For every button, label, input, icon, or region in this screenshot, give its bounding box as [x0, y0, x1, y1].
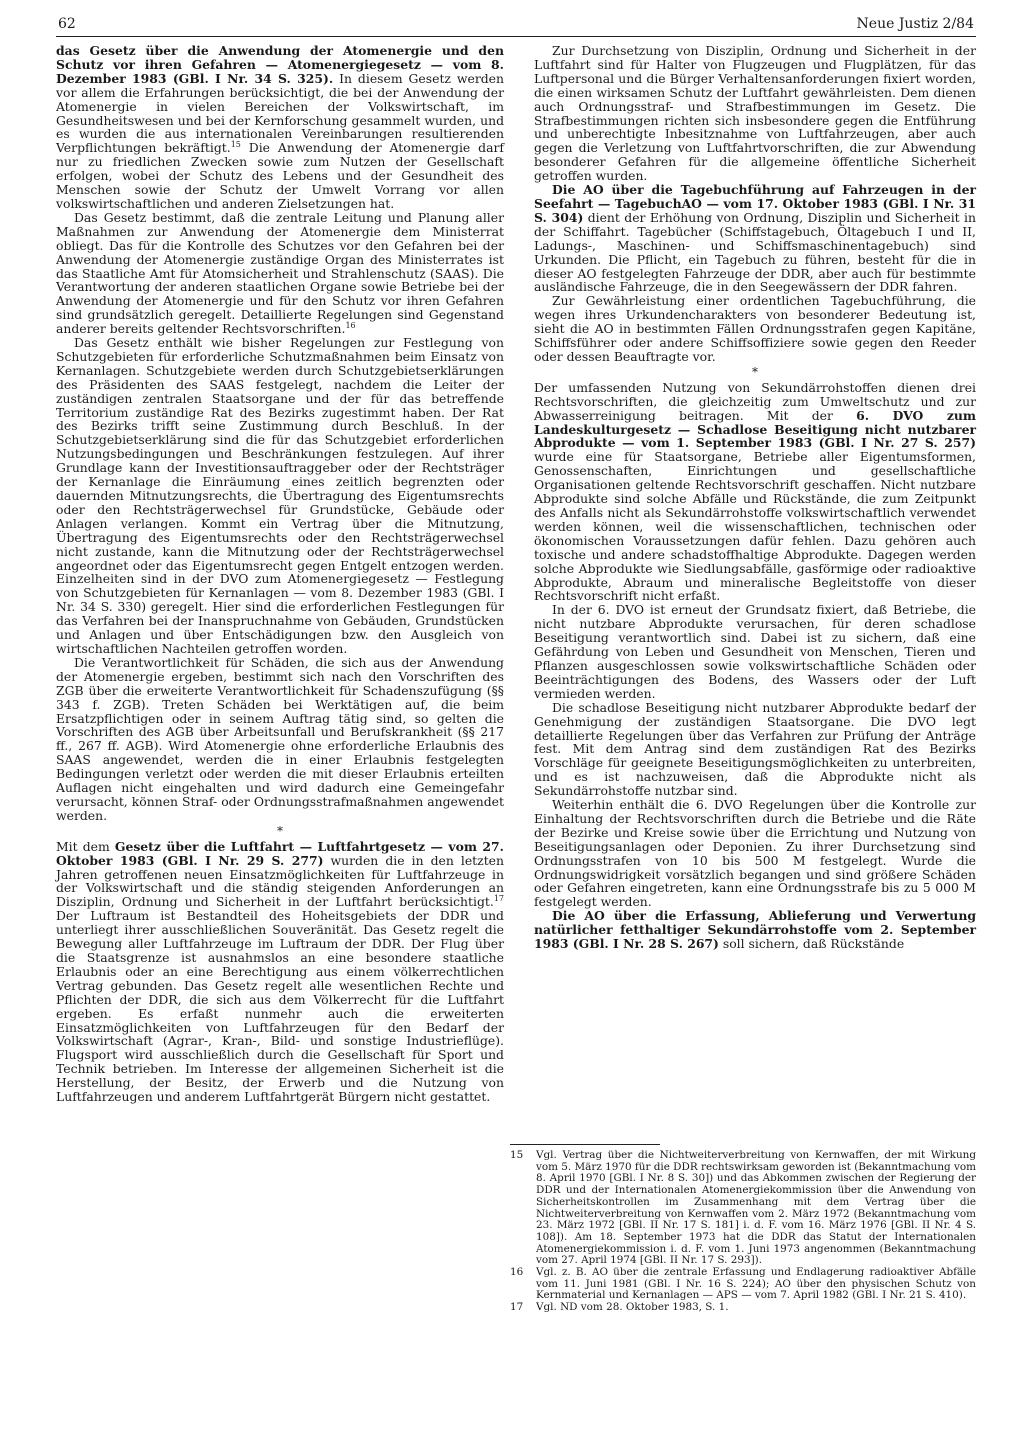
- section-separator: *: [752, 364, 758, 379]
- law-title-luftfahrtgesetz: Gesetz über die Luftfahrt — Luftfahrtgesetz — vom 27. Oktober 1983 (GBl. I Nr. 29 S. 277): [56, 838, 504, 868]
- paragraph-text: wurde eine für Staatsorgane, Betriebe aller Eigentumsformen, Genossenschaften, Einrichtungen und gesellschaftliche Organisationen geltende Rechtsvorschrift geschaffen. Nicht nutzbare Abprodukte sind solche Abfälle und Rückstände, die zum Zeitpunkt des Anfalls nicht als Sekundärrohstoffe volkswirtschaftlich verwendet werden können, weil die wissenschaftlichen, technischen oder ökonomischen Voraussetzungen dafür fehlen. Dazu gehören auch toxische und andere schadstoffhaltige Abprodukte. Dagegen werden solche Abprodukte wie Siedlungsabfälle, gasförmige oder radioaktive Abprodukte, Abraum und mineralische Begleitstoffe von dieser Rechtsvorschrift nicht erfaßt.: [534, 449, 976, 604]
- footnote-number: 15: [510, 1149, 524, 1161]
- footnote-15: [510, 1150, 976, 1267]
- section-separator: *: [277, 823, 283, 838]
- paragraph-text: dient der Erhöhung von Ordnung, Disziplin und Sicherheit in der Schiffahrt. Tagebücher (Schiffstagebuch, Öltagebuch I und II, Ladungs-, Maschinen- und Schiffsmaschinentagebuch) sind Urkunden. Die Pflicht, ein Tagebuch zu führen, besteht für die in dieser AO festgelegten Fahrzeuge der DDR, aber auch für bestimmte ausländische Fahrzeuge, die in den Seegewässern der DDR fahren.: [534, 209, 976, 295]
- left-column: [56, 44, 504, 1104]
- law-title-atomenergiegesetz: das Gesetz über die Anwendung der Atomenergie und den Schutz vor ihren Gefahren — Atomenergiegesetz — vom 8. Dezember 1983 (GBl. I Nr. 34 S. 325).: [56, 43, 504, 86]
- footnotes: [510, 1150, 976, 1314]
- law-title-tagebuchao: Die AO über die Tagebuchführung auf Fahrzeugen in der Seefahrt — TagebuchAO — vom 17. Oktober 1983 (GBl. I Nr. 31 S. 304): [534, 182, 976, 225]
- paragraph-text: Das Gesetz bestimmt, daß die zentrale Leitung und Planung aller Maßnahmen zur Anwendung der Atomenergie dem Ministerrat obliegt. Das für die Kontrolle des Schutzes vor den Gefahren bei der Anwendung der Atomenergie zuständige Organ des Ministerrates ist das Staatliche Amt für Atomsicherheit und Strahlenschutz (SAAS). Die Verantwortung der anderen staatlichen Organe sowie Betriebe bei der Anwendung der Atomenergie und für den Schutz vor ihren Gefahren sind grundsätzlich geregelt. Detaillierte Regelungen sind Gegenstand anderer bereits geltender Rechtsvorschriften.: [56, 209, 504, 337]
- footnote-17: [510, 1302, 976, 1314]
- page-number: 62: [58, 16, 76, 32]
- footnote-ref-17[interactable]: 17: [493, 894, 504, 904]
- paragraph-text: In diesem Gesetz werden vor allem die Erfahrungen berücksichtigt, die bei der Anwendung der Atomenergie in vielen Bereichen der Volkswirtschaft, im Gesundheitswesen und bei der Kernforschung gesammelt wurden, und es wurden die aus internationalen Vereinbarungen resultierenden Verpflichtungen bekräftigt.: [56, 70, 504, 156]
- footnote-number: 16: [510, 1266, 524, 1279]
- paragraph-text: wurden die in den letzten Jahren getroffenen neuen Einsatzmöglichkeiten für Luftfahrzeuge in der Volkswirtschaft und die ständig steigenden Anforderungen an Disziplin, Ordnung und Sicherheit in der Luftfahrt berücksichtigt.: [56, 852, 504, 910]
- paragraph-6-dvo-grundsatz: In der 6. DVO ist erneut der Grundsatz fixiert, daß Betriebe, die nicht nutzbare Abprodukte verursachen, für deren schadlose Beseitigung verantwortlich sind. Dabei ist zu sichern, daß eine Gefährdung von Leben und Gesundheit von Menschen, Tieren und Pflanzen ausgeschlossen sowie volkswirtschaftliche Schäden oder Beeinträchtigungen des Bodens, des Wassers oder der Luft vermieden werden.: [534, 602, 976, 701]
- paragraph-text: Die Anwendung der Atomenergie darf nur zu friedlichen Zwecken sowie zum Nutzen der Gesellschaft erfolgen, wobei der Schutz des Lebens und der Gesundheit des Menschen sowie der Schutz der Umwelt Vorrang vor allen volkswirtschaftlichen und anderen Zielsetzungen hat.: [56, 140, 504, 211]
- footnote-ref-16[interactable]: 16: [345, 321, 356, 330]
- paragraph-luftfahrtgesetz: [56, 840, 504, 1104]
- paragraph-verantwortlichkeit: Die Verantwortlichkeit für Schäden, die sich aus der Anwendung der Atomenergie ergeben, bestimmt sich nach den Vorschriften des ZGB über die erweiterte Verantwortlichkeit für Schadenszufügung (§§ 343 f. ZGB). Treten Schäden bei Werktätigen auf, die beim Ersatzpflichtigen oder in seinem Auftrag tätig sind, so gelten die Vorschriften des AGB über Arbeitsunfall und Berufskrankheit (§§ 217 ff., 267 ff. AGB). Wird Atomenergie ohne erforderliche Erlaubnis des SAAS angewendet, werden die in einer Erlaubnis festgelegten Bedingungen verletzt oder werden die mit dieser Erlaubnis erteilten Auflagen nicht eingehalten und wird dadurch eine Gemeingefahr verursacht, können Straf- oder Ordnungsstrafmaßnahmen angewendet werden.: [56, 654, 504, 823]
- footnote-text: Vgl. Vertrag über die Nichtweiterverbreitung von Kernwaffen, der mit Wirkung vom 5. März 1970 für die DDR rechtswirksam geworden ist (Bekanntmachung vom 8. April 1970 [GBl. I Nr. 8 S. 30]) und das Abkommen zwischen der Regierung der DDR und der Internationalen Atomenergiekommission über die Anwendung von Sicherheitskontrollen im Zusammenhang mit dem Vertrag über die Nichtweiterverbreitung von Kernwaffen vom 2. März 1972 (Bekanntmachung vom 23. März 1972 [GBl. II Nr. 17 S. 181] i. d. F. vom 16. März 1976 [GBl. II Nr. 4 S. 108]). Am 18. September 1973 hat die DDR das Statut der Internationalen Atomenergiekommission i. d. F. vom 1. Juni 1973 angenommen (Bekanntmachung vom 27. April 1974 [GBl. II Nr. 17 S. 293]).: [536, 1149, 976, 1267]
- paragraph-tagebuchao: [534, 183, 976, 294]
- footnote-rule: [510, 1144, 660, 1145]
- paragraph-genehmigung: Die schadlose Beseitigung nicht nutzbarer Abprodukte bedarf der Genehmigung der zuständigen Staatsorgane. Die DVO legt detaillierte Regelungen über das Verfahren zur Prüfung der Anträge fest. Mit dem Antrag sind dem zuständigen Rat des Bezirks Vorschläge für geeignete Beseitigungsmöglichkeiten zu unterbreiten, und es ist nachzuweisen, daß die Abprodukte nicht als Sekundärrohstoffe nutzbar sind.: [534, 699, 976, 799]
- paragraph-text: soll sichern, daß Rückstände: [718, 936, 905, 952]
- paragraph-text: Der Luftraum ist Bestandteil des Hoheitsgebiets der DDR und unterliegt ihrer ausschließlichen Souveränität. Das Gesetz regelt die Bewegung aller Luftfahrzeuge im Luftraum der DDR. Der Flug über die Staatsgrenze ist ausnahmslos an eine besondere staatliche Erlaubnis oder an eine Berechtigung aus einem völkerrechtlichen Vertrag gebunden. Das Gesetz regelt alle wesentlichen Rechte und Pflichten der DDR, die sich aus dem Völkerrecht für die Luftfahrt ergeben. Es erfaßt nunmehr auch die erweiterten Einsatzmöglichkeiten von Luftfahrzeugen für den Bedarf der Volkswirtschaft (Agrar-, Kran-, Bild- und sonstige Industrieflüge). Flugsport wird ausschließlich durch die Gesellschaft für Sport und Technik betrieben. Im Interesse der allgemeinen Sicherheit ist die Herstellung, der Besitz, der Erwerb und die Nutzung von Luftfahrzeugen und anderem Luftfahrtgerät Bürgern nicht gestattet.: [56, 908, 504, 1105]
- paragraph-fetthaltige-rohstoffe: [534, 909, 976, 951]
- journal-issue: Neue Justiz 2/84: [856, 16, 974, 32]
- paragraph-schutzgebiete: Das Gesetz enthält wie bisher Regelungen zur Festlegung von Schutzgebieten für erforderliche Schutzmaßnahmen beim Einsatz von Kernanlagen. Schutzgebiete werden durch Schutzgebietserklärungen des Präsidenten des SAAS festgelegt, nachdem die Leiter der zuständigen zentralen Staatsorgane und der für das betreffende Territorium zuständige Rat des Bezirks zugestimmt haben. Der Rat des Bezirks trifft seine Zustimmung durch Beschluß. In der Schutzgebietserklärung sind die für das Schutzgebiet erforderlichen Nutzungsbedingungen und Beschränkungen festzulegen. Auf ihrer Grundlage kann der Investitionsauftraggeber oder der Rechtsträger der Kernanlage die Einräumung eines zeitlich begrenzten oder dauernden Mitnutzungsrechts, die Übertragung des Eigentumsrechts oder den Rechtsträgerwechsel für Grundstücke, Gebäude oder Anlagen verlangen. Kommt ein Vertrag über die Mitnutzung, Übertragung des Eigentumsrechts oder den Rechtsträgerwechsel nicht zustande, kann die Mitnutzung oder der Rechtsträgerwechsel angeordnet oder das Eigentumsrecht gegen Entgelt entzogen werden. Einzelheiten sind in der DVO zum Atomenergiegesetz — Festlegung von Schutzgebieten für Kernanlagen — vom 8. Dezember 1983 (GBl. I Nr. 34 S. 330) geregelt. Hier sind die erforderlichen Festlegungen für das Verfahren bei der Inanspruchnahme von Gebäuden, Grundstücken und Anlagen und über Entschädigungen bzw. den Ausgleich von wirtschaftlichen Nachteilen getroffen worden.: [56, 335, 504, 656]
- paragraph-text: Der umfassenden Nutzung von Sekundärrohstoffen dienen drei Rechtsvorschriften, die gleichzeitig zum Umweltschutz und zur Abwasserreinigung beitragen. Mit der: [534, 379, 976, 423]
- paragraph-luftfahrt-disziplin: Zur Durchsetzung von Disziplin, Ordnung und Sicherheit in der Luftfahrt sind für Halter von Flugzeugen und Flugplätzen, für das Luftpersonal und die Bürger Verhaltensanforderungen fixiert worden, die einen wirksamen Schutz der Luftfahrt gewährleisten. Dem dienen auch Ordnungsstraf- und Strafbestimmungen im Gesetz. Die Strafbestimmungen richten sich insbesondere gegen die Entführung und unberechtigte Inbesitznahme von Luftfahrzeugen, aber auch gegen die Verletzung von Luftfahrtvorschriften, die zur Abwendung besonderer Gefahren für die allgemeine öffentliche Sicherheit getroffen wurden.: [534, 43, 976, 184]
- footnote-16: [510, 1267, 976, 1302]
- law-title-ao-fetthaltig: Die AO über die Erfassung, Ablieferung und Verwertung natürlicher fetthaltiger Sekundärrohstoffe vom 2. September 1983 (GBl. I Nr. 28 S. 267): [534, 908, 976, 952]
- law-title-6-dvo: 6. DVO zum Landeskulturgesetz — Schadlose Beseitigung nicht nutzbarer Abprodukte — vom 1. September 1983 (GBl. I Nr. 27 S. 257): [534, 407, 976, 451]
- footnote-text: Vgl. ND vom 28. Oktober 1983, S. 1.: [536, 1301, 729, 1314]
- footnote-number: 17: [510, 1301, 524, 1314]
- paragraph-atomenergiegesetz: [56, 44, 504, 211]
- right-column: [534, 44, 976, 951]
- paragraph-tagebuch-ordnungsstrafen: Zur Gewährleistung einer ordentlichen Tagebuchführung, die wegen ihres Urkundencharakters von besonderer Bedeutung ist, sieht die AO in bestimmten Fällen Ordnungsstrafen gegen Kapitäne, Schiffsführer oder andere Schiffsoffiziere sowie gegen den Reeder oder dessen Beauftragte vor.: [534, 293, 976, 364]
- header-rule: [56, 36, 976, 37]
- footnote-ref-15[interactable]: 15: [230, 140, 241, 150]
- paragraph-text: Mit dem: [56, 838, 115, 854]
- paragraph-kontrolle: Weiterhin enthält die 6. DVO Regelungen über die Kontrolle zur Einhaltung der Rechtsvorschriften durch die Betriebe und die Räte der Bezirke und Kreise sowie über die Errichtung und Nutzung von Beseitigungsanlagen oder Deponien. Zu ihrer Durchsetzung sind Ordnungsstrafen von 10 bis 500 M festgelegt. Wurde die Ordnungswidrigkeit vorsätzlich begangen und sind größere Schäden oder Gefahren eingetreten, kann eine Ordnungsstrafe bis zu 5 000 M festgelegt werden.: [534, 797, 976, 910]
- footnote-text: Vgl. z. B. AO über die zentrale Erfassung und Endlagerung radioaktiver Abfälle vom 11. Juni 1981 (GBl. I Nr. 16 S. 224); AO über den physischen Schutz von Kernmaterial und Kernanlagen — APS — vom 7. April 1982 (GBl. I Nr. 21 S. 410).: [536, 1266, 976, 1302]
- paragraph-leitung: [56, 211, 504, 336]
- paragraph-sekundaerrohstoffe: [534, 381, 976, 604]
